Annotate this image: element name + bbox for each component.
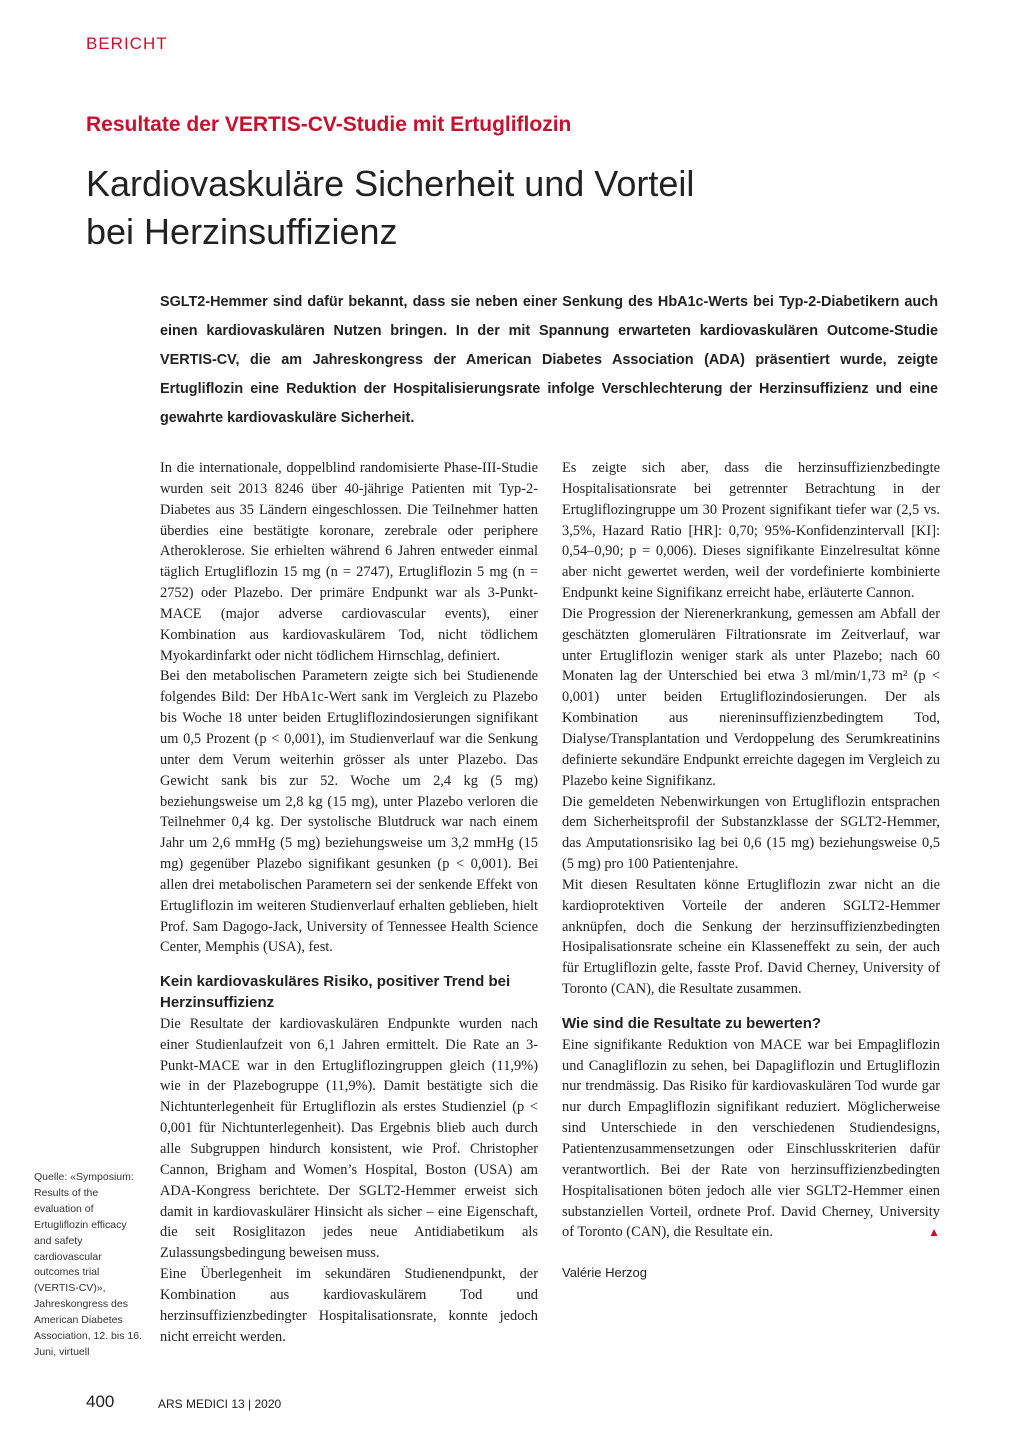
column-right: [562, 458, 940, 1284]
article-headline: [86, 160, 946, 256]
paragraph: Die Resultate der kardiovaskulären Endpunkte wurden nach einer Studienlaufzeit von 6,1 Jahren ermittelt. Die Rate an 3-Punkt-MACE war in den Ertugliflozingruppen gleich (11,9%) wie in der Plazebogruppe (11,9%). Damit bestätigte sich die Nichtunterlegenheit für Ertugliflozin als erstes Studienziel (p < 0,001 für Nichtunterlegenheit). Das Ergebnis blieb auch durch alle Subgruppen hindurch konsistent, wie Prof. Christopher Cannon, Brigham and Women’s Hospital, Boston (USA) am ADA-Kongress berichtete. Der SGLT2-Hemmer erweist sich damit in kardiovaskulärer Hinsicht als sicher – eine Eigenschaft, die seit Rosiglitazon jedes neue Antidiabetikum als Zulassungsbedingung beweisen muss.: [160, 1015, 538, 1262]
paragraph: In die internationale, doppelblind randomisierte Phase-III-Studie wurden seit 2013 8246 über 40-jährige Patienten mit Typ-2-Diabetes aus 35 Ländern eingeschlossen. Die Teilnehmer hatten überdies eine bestätigte koronare, zerebrale oder periphere Atheroklerose. Sie erhielten während 6 Jahren entweder einmal täglich Ertugliflozin 15 mg (n = 2747), Ertugliflozin 5 mg (n = 2752) oder Plazebo. Der primäre Endpunkt war als 3-Punkt-MACE (major adverse cardiovascular events), einer Kombination aus kardiovaskulärem Tod, nicht tödlichem Myokardinfarkt oder nicht tödlichem Hirnschlag, definiert.: [160, 460, 538, 664]
subheading: Wie sind die Resultate zu bewerten?: [562, 1014, 822, 1032]
page-number: 400: [86, 1392, 115, 1411]
paragraph: Mit diesen Resultaten könne Ertugliflozin zwar nicht an die kardioprotektiven Vorteile der anderen SGLT2-Hemmer anknüpfen, doch die Senkung der herzinsuffizienzbedingten Hosipalisationsrate scheine ein Klasseneffekt zu sein, der auch für Ertugliflozin gelte, fasste Prof. David Cherney, University of Toronto (CAN), die Resultate zusammen.: [562, 876, 940, 998]
article-kicker: Resultate der VERTIS-CV-Studie mit Ertugliflozin: [86, 113, 572, 136]
lead-paragraph: SGLT2-Hemmer sind dafür bekannt, dass sie neben einer Senkung des HbA1c-Werts bei Typ-2-Diabetikern auch einen kardiovaskulären Nutzen bringen. In der mit Spannung erwarteten kardiovaskulären Outcome-Studie VERTIS-CV, die am Jahreskongress der American Diabetes Association (ADA) präsentiert wurde, zeigte Ertugliflozin eine Reduktion der Hospitalisierungsrate infolge Verschlechterung der Herzinsuffizienz und eine gewahrte kardiovaskuläre Sicherheit.: [160, 294, 938, 426]
headline-line-1: Kardiovaskuläre Sicherheit und Vorteil: [86, 163, 695, 204]
author-name: Valérie Herzog: [562, 1265, 648, 1281]
end-triangle-icon: ▲: [928, 1225, 940, 1240]
paragraph: Es zeigte sich aber, dass die herzinsuffizienzbedingte Hospitalisationsrate bei getrennter Betrachtung in der Ertugliflozingruppe um 30 Prozent signifikant tiefer war (2,5 vs. 3,5%, Hazard Ratio [HR]: 0,70; 95%-Konfidenzintervall [KI]: 0,54–0,90; p = 0,006). Dieses signifikante Einzelresultat könne aber nicht gewertet werden, weil der vordefinierte kombinierte Endpunkt keine Signifikanz erreicht habe, erläuterte Cannon.: [562, 460, 940, 602]
paragraph: Die Progression der Nierenerkrankung, gemessen am Abfall der geschätzten glomerulären Filtrationsrate im Zeitverlauf, war unter Ertugliflozin weniger stark als unter Plazebo; nach 60 Monaten lag der Unterschied bei etwa 3 ml/min/1,73 m² (p < 0,001) unter beiden Ertugliflozindosierungen. Der als Kombination aus niereninsuffizienzbedingtem Tod, Dialyse/Transplantation und Verdoppelung des Serumkreatinins definierte sekundäre Endpunkt erreichte dagegen im Vergleich zu Plazebo keine Signifikanz.: [562, 605, 940, 789]
paragraph: Die gemeldeten Nebenwirkungen von Ertugliflozin entsprachen dem Sicherheitsprofil der Substanzklasse der SGLT2-Hemmer, das Amputationsrisiko lag bei 0,6 (15 mg) beziehungsweise 0,5 (5 mg) pro 100 Patientenjahre.: [562, 793, 940, 873]
journal-name: ARS MEDICI 13 | 2020: [158, 1397, 282, 1411]
source-note: Quelle: «Symposium: Results of the evaluation of Ertugliflozin efficacy and safety cardiovascular outcomes trial (VERTIS-CV)», Jahreskongress des American Diabetes Association, 12. bis 16. Juni, virtuell: [34, 1171, 142, 1358]
column-left: [160, 458, 538, 1347]
headline-line-2: bei Herzinsuffizienz: [86, 211, 398, 252]
paragraph: [562, 1035, 940, 1243]
subheading: Kein kardiovaskuläres Risiko, positiver Trend bei Herzinsuffizienz: [160, 973, 511, 1012]
paragraph: Bei den metabolischen Parametern zeigte sich bei Studienende folgendes Bild: Der HbA1c-Wert sank im Vergleich zu Plazebo bis Woche 18 unter beiden Ertugliflozindosierungen signifikant um 0,5 Prozent (p < 0,001), im Studienverlauf war die Senkung unter dem Verum weiterhin grösser als unter Plazebo. Das Gewicht sank bis zur 52. Woche um 2,4 kg (5 mg) beziehungsweise um 2,8 kg (15 mg), unter Plazebo verloren die Teilnehmer 0,4 kg. Der systolische Blutdruck war nach einem Jahr um 2,6 mmHg (5 mg) beziehungsweise um 3,2 mmHg (15 mg) gegenüber Plazebo signifikant gesunken (p < 0,001). Bei allen drei metabolischen Parametern sei der senkende Effekt von Ertugliflozin im weiteren Studienverlauf erhalten geblieben, hielt Prof. Sam Dagogo-Jack, University of Tennessee Health Science Center, Memphis (USA), fest.: [160, 668, 538, 956]
paragraph: Eine Überlegenheit im sekundären Studienendpunkt, der Kombination aus kardiovaskulärem Tod und herzinsuffizienzbedingter Hospitalisationsrate, konnte jedoch nicht erreicht werden.: [160, 1266, 538, 1345]
section-label: BERICHT: [86, 34, 168, 53]
paragraph-text: Eine signifikante Reduktion von MACE war bei Empagliflozin und Canagliflozin zu sehen, bei Dapagliflozin und Ertugliflozin nur trendmässig. Das Risiko für kardiovaskulären Tod wurde gar nur durch Empagliflozin signifikant reduziert. Möglicherweise sind Unterschiede in den verschiedenen Studiendesigns, Patientenzusammensetzungen oder Einschlusskriterien dafür verantwortlich. Bei der Rate von herzinsuffizienzbedingten Hospitalisationen böten jedoch alle vier SGLT2-Hemmer einen substanziellen Vorteil, ordnete Prof. David Cherney, University of Toronto (CAN), die Resultate ein.: [562, 1036, 940, 1241]
